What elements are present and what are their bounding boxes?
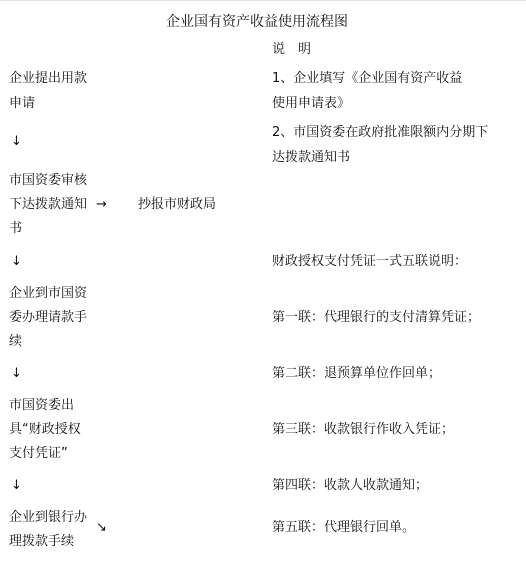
flow-arrow-down-3: ↓ (11, 366, 22, 381)
flow-step-1-line-2: 申请 (9, 96, 36, 111)
flow-step-3-line-2: 委办理请款手 (9, 310, 88, 325)
note-2-line-1: 2、市国资委在政府批准限额内分期下 (272, 125, 489, 140)
flow-arrow-down-1: ↓ (11, 134, 22, 149)
flow-side-note-finance-bureau: 抄报市财政局 (138, 197, 217, 212)
top-border-line (0, 0, 526, 1)
note-2-line-2: 达拨款通知书 (272, 150, 351, 165)
voucher-copy-3: 第三联：收款银行作收入凭证； (272, 422, 455, 437)
flow-step-4-line-1: 市国资委出 (9, 398, 75, 413)
note-1-line-1: 1、企业填写《企业国有资产收益 (272, 71, 463, 86)
voucher-copy-1: 第一联：代理银行的支付清算凭证； (272, 310, 481, 325)
flow-step-4-line-3: 支付凭证” (9, 446, 68, 461)
page-title: 企业国有资产收益使用流程图 (166, 14, 348, 30)
voucher-copy-2: 第二联：退预算单位作回单； (272, 366, 442, 381)
flow-arrow-down-2: ↓ (11, 254, 22, 269)
flow-arrow-down-4: ↓ (11, 478, 22, 493)
flow-step-4-line-2: 具“财政授权 (9, 422, 81, 437)
flow-step-2-line-3: 书 (9, 221, 23, 236)
flow-side-arrow-right: → (96, 197, 107, 212)
explanation-heading: 说 明 (272, 42, 312, 57)
flow-step-2-line-1: 市国资委审核 (9, 173, 88, 188)
note-1-line-2: 使用申请表》 (272, 96, 351, 111)
flow-side-arrow-down-right: ↘ (96, 520, 107, 535)
flow-step-2-line-2: 下达拨款通知 (9, 197, 88, 212)
flow-step-1-line-1: 企业提出用款 (9, 71, 88, 86)
voucher-copy-4: 第四联：收款人收款通知； (272, 478, 429, 493)
flow-step-3-line-1: 企业到市国资 (9, 286, 88, 301)
voucher-heading: 财政授权支付凭证一式五联说明： (272, 254, 468, 269)
flow-step-3-line-3: 续 (9, 334, 23, 349)
voucher-copy-5: 第五联：代理银行回单。 (272, 520, 416, 535)
flow-step-5-line-2: 理拨款手续 (9, 534, 75, 549)
flow-step-5-line-1: 企业到银行办 (9, 510, 88, 525)
